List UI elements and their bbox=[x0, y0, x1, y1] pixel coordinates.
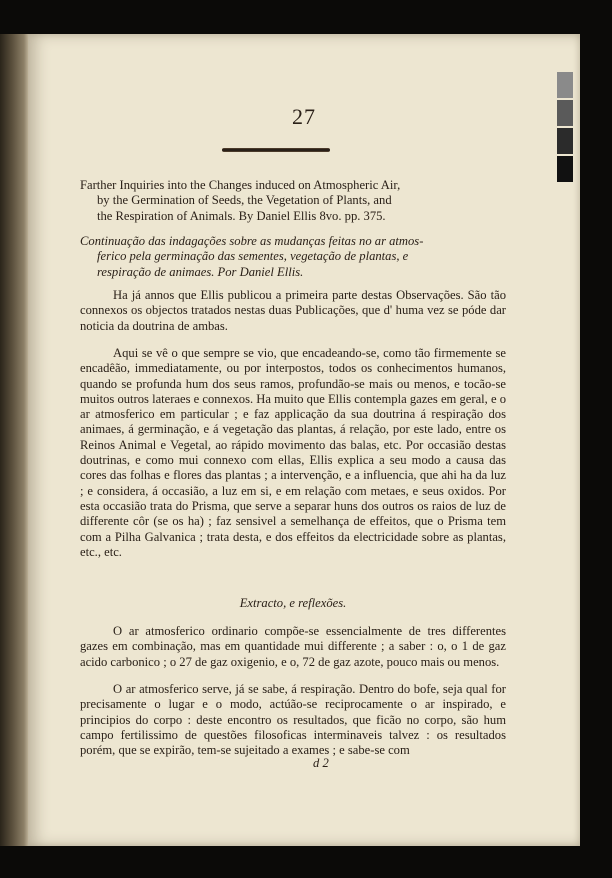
section-heading: Extracto, e reflexões. bbox=[239, 596, 347, 610]
calibration-patch bbox=[557, 156, 573, 182]
signature-mark: d 2 bbox=[313, 756, 329, 770]
portuguese-title-line: ferico pela germinação das sementes, vegetação de plantas, e bbox=[97, 249, 409, 264]
paragraph: O ar atmosferico serve, já se sabe, á respiração. Dentro do bofe, seja qual for precisamente o lugar e o modo, actúão-se reciprocamente o ar inspirado, e principios do corpo : deste encontro os resultados, que ficão no corpo, são hum campo fertilissimo de questões filosoficas interminaveis talvez : os resultados porém, que se expirão, tem-se sujeitado a exames ; e sabe-se com bbox=[80, 682, 506, 758]
calibration-patch bbox=[557, 72, 573, 98]
portuguese-title bbox=[80, 234, 506, 280]
article-title-line: Farther Inquiries into the Changes induced on Atmospheric Air, bbox=[80, 178, 401, 192]
ornamental-rule bbox=[222, 148, 330, 152]
book-page bbox=[28, 34, 580, 846]
article-title-line: by the Germination of Seeds, the Vegetation of Plants, and bbox=[97, 193, 392, 208]
paragraph: Ha já annos que Ellis publicou a primeira parte destas Observações. São tão connexos os objectos tratados nestas duas Publicações, que d' huma vez se póde dar noticia da doutrina de ambas. bbox=[80, 288, 506, 333]
portuguese-title-line: Continuação das indagações sobre as mudanças feitas no ar atmos- bbox=[80, 234, 424, 248]
binding-shadow bbox=[0, 34, 30, 846]
article-title bbox=[80, 178, 506, 224]
paragraph: O ar atmosferico ordinario compõe-se essencialmente de tres differentes gazes em combinação, mas em quantidade mui differente ; a saber : o, o 1 de gaz acido carbonico ; o 27 de gaz oxigenio, e o, 72 de gaz azote, pouco mais ou menos. bbox=[80, 624, 506, 669]
paragraph: Aqui se vê o que sempre se vio, que encadeando-se, como tão firmemente se encadêão, immediatamente, ou por interpostos, todos os conhecimentos humanos, quando se profunda hum dos seus ramos, profundão-se mais ou menos, e tocão-se muitos outros lateraes e connexos. Ha muito que Ellis contempla gazes em geral, e o ar atmosferico em particular ; e faz applicação da sua doutrina á respiração dos animaes, á germinação, e á vegetação das plantas, á relação, por este lado, entre os Reinos Animal e Vegetal, ao rápido movimento das balas, etc. Por occasião destas doutrinas, e como mui connexo com ellas, Ellis explica a seu modo a causa das cores das folhas e flores das plantas ; a intervenção, e a influencia, que ahi ha da luz ; e considera, á occasião, a luz em si, e em relação com metaes, e seus oxidos. Por esta occasião trata do Prisma, que serve a separar huns dos outros os raios de luz de differente côr (se os ha) ; faz sensivel a semelhança de effeitos, que o Prisma tem com a Pilha Galvanica ; trata desta, e dos effeitos da electricidade sobre as plantas, etc., etc. bbox=[80, 346, 506, 559]
calibration-patch bbox=[557, 128, 573, 154]
page-number: 27 bbox=[292, 104, 316, 129]
portuguese-title-line: respiração de animaes. Por Daniel Ellis. bbox=[97, 264, 304, 279]
article-title-line: the Respiration of Animals. By Daniel Ellis 8vo. pp. 375. bbox=[97, 208, 386, 223]
